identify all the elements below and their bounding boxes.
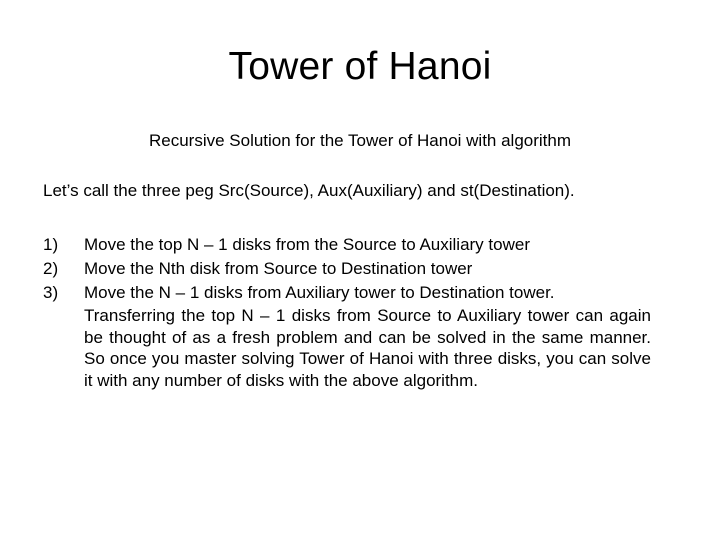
step-text: Move the Nth disk from Source to Destination tower <box>84 259 473 278</box>
step-continuation: Transferring the top N – 1 disks from Source to Auxiliary tower can again be thought of as a fresh problem and can be solved in the same manner. So once you master solving Tower of Hanoi with three disks, you can solve it with any number of disks with the above algorithm. <box>84 306 651 390</box>
step-text-block <box>84 281 651 391</box>
step-number: 3) <box>43 283 59 302</box>
step-number: 2) <box>43 259 59 278</box>
intro-text: Let’s call the three peg Src(Source), Aux(Auxiliary) and st(Destination). <box>43 181 575 200</box>
step-text: Move the N – 1 disks from Auxiliary tower to Destination tower. <box>84 283 555 302</box>
list-item <box>43 257 678 281</box>
slide-title: Tower of Hanoi <box>228 45 492 88</box>
step-text: Move the top N – 1 disks from the Source to Auxiliary tower <box>84 235 530 254</box>
list-item <box>43 233 678 257</box>
slide-subtitle <box>0 129 720 153</box>
list-item <box>43 281 678 391</box>
step-number: 1) <box>43 235 59 254</box>
steps-list <box>43 233 678 391</box>
subtitle-text: Recursive Solution for the Tower of Hanoi with algorithm <box>148 131 572 150</box>
